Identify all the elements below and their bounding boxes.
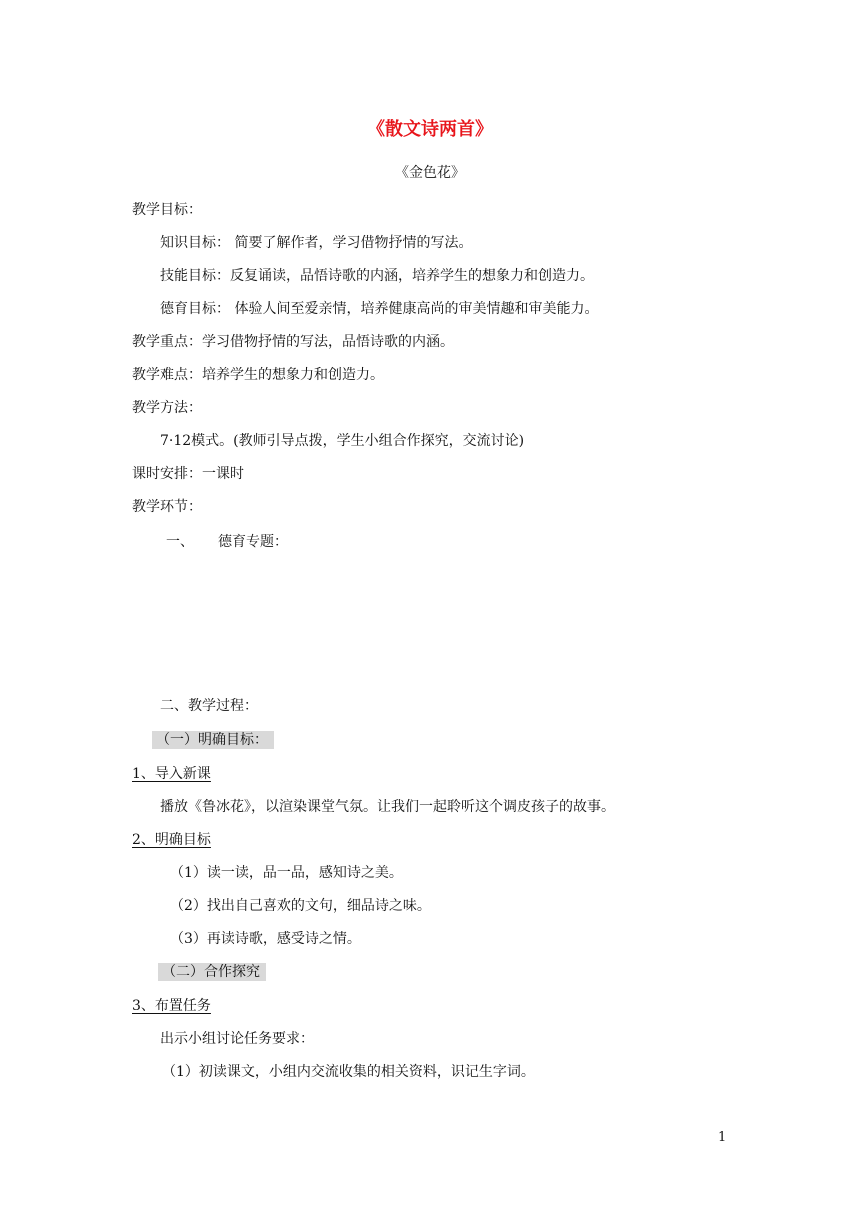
class-schedule: 课时安排：一课时 [132,466,244,482]
subsection-two-wrap [158,963,266,981]
heading-teaching-goals: 教学目标： [132,202,202,218]
step-1-text: 播放《鲁冰花》，以渲染课堂气氛。让我们一起聆听这个调皮孩子的故事。 [160,799,615,815]
task-intro: 出示小组讨论任务要求： [160,1031,314,1047]
section-one-number: 一、 [166,534,194,550]
heading-teaching-method: 教学方法： [132,400,202,416]
document-title: 《散文诗两首》 [367,119,493,140]
subsection-one-title: （一）明确目标： [152,731,274,749]
goal-item-1: （1）读一读，品一品，感知诗之美。 [170,865,403,881]
skill-goal: 技能目标：反复诵读，品悟诗歌的内涵，培养学生的想象力和创造力。 [160,268,594,284]
knowledge-goal: 知识目标： 简要了解作者，学习借物抒情的写法。 [160,235,473,251]
task-item-1: （1）初读课文，小组内交流收集的相关资料，识记生字词。 [162,1064,535,1080]
subsection-one-wrap [152,731,274,749]
step-2-heading: 2、明确目标 [132,832,211,848]
step-1-heading: 1、导入新课 [132,766,211,782]
teaching-focus: 教学重点：学习借物抒情的写法，品悟诗歌的内涵。 [132,334,454,350]
section-two-title: 二、教学过程： [160,698,258,714]
heading-teaching-steps: 教学环节： [132,499,202,515]
goal-item-3: （3）再读诗歌，感受诗之情。 [170,931,361,947]
section-one-title: 德育专题： [218,534,288,550]
page-number: 1 [718,1130,727,1145]
subsection-two-title: （二）合作探究 [158,963,266,981]
goal-item-2: （2）找出自己喜欢的文句，细品诗之味。 [170,898,431,914]
step-3-heading: 3、布置任务 [132,998,211,1014]
document-subtitle: 《金色花》 [395,165,465,181]
teaching-method: 7·12模式。(教师引导点拨，学生小组合作探究，交流讨论) [160,433,525,449]
teaching-difficulty: 教学难点：培养学生的想象力和创造力。 [132,367,384,383]
moral-goal: 德育目标： 体验人间至爱亲情，培养健康高尚的审美情趣和审美能力。 [160,301,599,317]
